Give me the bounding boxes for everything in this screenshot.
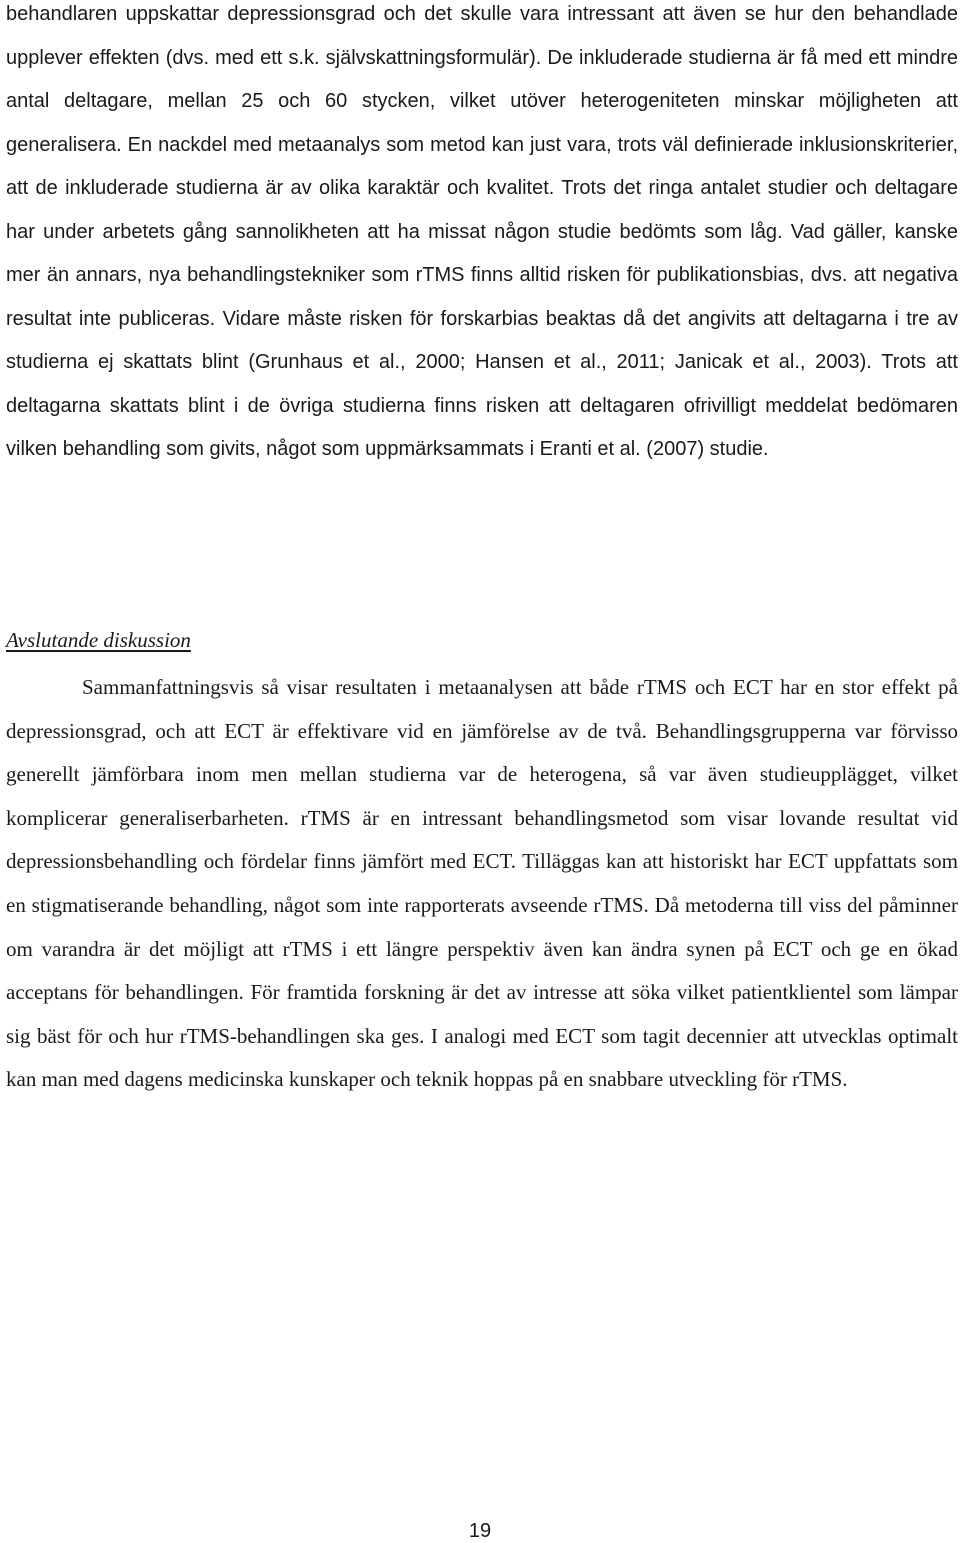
page-number: 19 <box>468 1520 492 1542</box>
body-paragraph-2: Sammanfattningsvis så visar resultaten i metaanalysen att både rTMS och ECT har en stor effekt på depressionsgrad, och att ECT är effektivare vid en jämförelse av de två. Behandlingsgrupperna var förvisso generellt jämförbara inom men mellan studierna var de heterogena, så var även studieupplägget, vilket komplicerar generaliserbarheten. rTMS är en intressant behandlingsmetod som visar lovande resultat vid depressionsbehandling och fördelar finns jämfört med ECT. Tilläggas kan att historiskt har ECT uppfattats som en stigmatiserande behandling, något som inte rapporterats avseende rTMS. Då metoderna till viss del påminner om varandra är det möjligt att rTMS i ett längre perspektiv även kan ändra synen på ECT och ge en ökad acceptans för behandlingen. För framtida forskning är det av intresse att söka vilket patientklientel som lämpar sig bäst för och hur rTMS-behandlingen ska ges. I analogi med ECT som tagit decennier att utvecklas optimalt kan man med dagens medicinska kunskaper och teknik hoppas på en snabbare utveckling för rTMS. <box>6 675 958 1092</box>
body-paragraph-1: behandlaren uppskattar depressionsgrad och det skulle vara intressant att även se hur den behandlade upplever effekten (dvs. med ett s.k. självskattningsformulär). De inkluderade studierna är få med ett mindre antal deltagare, mellan 25 och 60 stycken, vilket utöver heterogeniteten minskar möjligheten att generalisera. En nackdel med metaanalys som metod kan just vara, trots väl definierade inklusionskriterier, att de inkluderade studierna är av olika karaktär och kvalitet. Trots det ringa antalet studier och deltagare har under arbetets gång sannolikheten att ha missat någon studie bedömts som låg. Vad gäller, kanske mer än annars, nya behandlingstekniker som rTMS finns alltid risken för publikationsbias, dvs. att negativa resultat inte publiceras. Vidare måste risken för forskarbias beaktas då det angivits att deltagarna i tre av studierna ej skattats blint (Grunhaus et al., 2000; Hansen et al., 2011; Janicak et al., 2003). Trots att deltagarna skattats blint i de övriga studierna finns risken att deltagaren ofrivilligt meddelat bedömaren vilken behandling som givits, något som uppmärksammats i Eranti et al. (2007) studie. <box>6 3 958 460</box>
section-heading: Avslutande diskussion <box>6 628 191 652</box>
